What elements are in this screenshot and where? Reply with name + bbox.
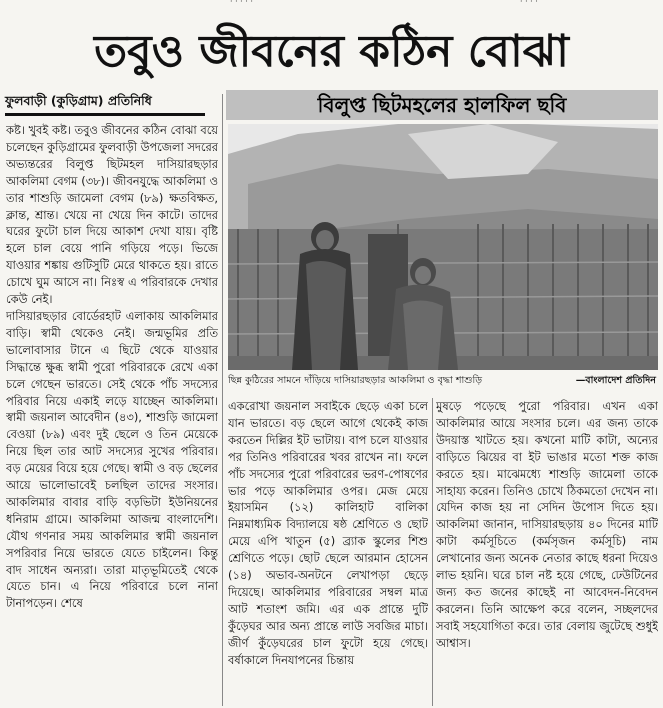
article-column-3 (436, 398, 658, 706)
column-divider (432, 398, 433, 706)
byline: ফুলবাড়ী (কুড়িগ্রাম) প্রতিনিধি (5, 92, 205, 116)
article-column-2 (228, 398, 428, 706)
caption-text: ছিন্ন কুঠিরের সামনে দাঁড়িয়ে দাসিয়ারছড়ার আকলিমা ও বৃদ্ধা শাশুড়ি (228, 375, 483, 386)
section-banner: বিলুপ্ত ছিটমহলের হালফিল ছবি (226, 90, 658, 120)
photo-caption (228, 371, 660, 391)
top-strip: · · · · · · · · · (230, 0, 538, 6)
paragraph: মুষড়ে পড়েছে পুরো পরিবার। এখন একা আকলিমার আয়ে সংসার চলে। এর জন্য তাকে উদয়াস্ত খাটতে হয়। কখনো মাটি কাটা, অন্যের বাড়িতে ঝিয়ের বা ইট ভাঙার মতো শক্ত কাজ করতে হয়। মাঝেমধ্যে শাশুড়ি জামেলা তাকে সাহায্য করেন। তিনিও চোখে ঠিকমতো দেখেন না। যেদিন কাজ হয় না সেদিন উপোস দিতে হয়। আকলিমা জানান, দাসিয়ারছড়ায় ৪০ দিনের মাটি কাটা কর্মসূচিতে (কর্মসৃজন কর্মসূচি) নাম লেখানোর জন্য অনেক নেতার কাছে ধরনা দিয়েও লাভ হয়নি। ঘরে চাল নষ্ট হয়ে গেছে, ঢেউটিনের জন্য কত জনের কাছেই না আবেদন-নিবেদন করলেন। তিনি আক্ষেপ করে বলেন, সচ্ছলদের সবাই সহযোগিতা করে। তার বেলায় জুটেছে শুধুই আশ্বাস। (436, 399, 658, 650)
paragraph: দাসিয়ারছড়ার বোর্ডেরহাট এলাকায় আকলিমার বাড়ি। স্বামী থেকেও নেই। জন্মভূমির প্রতি ভালোবাসার টানে এ ছিটে থেকে যাওয়ার সিদ্ধান্তে ক্ষুব্ধ স্বামী পুরো পরিবারকে রেখে একা চলে গেছেন ভারতে। সেই থেকে পাঁচ সদস্যের পরিবার নিয়ে একাই লড়ে যাচ্ছেন আকলিমা। স্বামী জয়নাল আবেদীন (৪৩), শাশুড়ি জামেলা বেওয়া (৮৯) এবং দুই ছেলে ও তিন মেয়েকে নিয়ে ছিল তার আট সদস্যের সুখের পরিবার। বড় মেয়ের বিয়ে হয়ে গেছে। স্বামী ও বড় ছেলের আয়ে ভালোভাবেই চলছিল তাদের সংসার। আকলিমার বাবার বাড়ি বড়ভিটা ইউনিয়নের ধনিরাম গ্রামে। আকলিমা আজন্ম বাংলাদেশি। যৌথ গণনার সময় আকলিমার স্বামী জয়নাল সপরিবার নিয়ে ভারতে যেতে চাইলেন। কিন্তু বাদ সাধেন অন্যরা। তারা মাতৃভূমিতেই থেকে যেতে চান। এ নিয়ে পরিবারে চলে নানা টানাপড়েন। শেষে (6, 308, 218, 611)
column-divider (222, 94, 223, 706)
paragraph: একরোখা জয়নাল সবাইকে ছেড়ে একা চলে যান ভারতে। বড় ছেলে আগে থেকেই কাজ করতেন দিল্লির ইট ভাটায়। বাপ চলে যাওয়ার পর তিনিও পরিবারের খবর রাখেন না। ফলে পাঁচ সদস্যের পুরো পরিবারের ভরণ-পোষণের ভার পড়ে আকলিমার ওপর। মেজ মেয়ে ইয়াসমিন (১২) কালিহাট বালিকা নিম্নমাধ্যমিক বিদ্যালয়ে ষষ্ঠ শ্রেণিতে ও ছোট মেয়ে এপি খাতুন (৫) ব্র্যাক স্কুলের শিশু শ্রেণিতে পড়ে। ছোট ছেলে আরমান হোসেন (১৪) অভাব-অনটনে লেখাপড়া ছেড়ে দিয়েছে। আকলিমার পরিবারের সম্বল মাত্র আট শতাংশ জমি। এর এক প্রান্তে দুটি কুঁড়েঘর আর অন্য প্রান্তে লাউ সবজির মাচা। জীর্ণ কুঁড়েঘরের চাল ফুটো হয়ে গেছে। বর্ষাকালে দিনযাপনের চিন্তায় (228, 399, 428, 667)
news-photo (228, 124, 658, 370)
paragraph: কষ্ট। খুবই কষ্ট। তবুও জীবনের কঠিন বোঝা বয়ে চলেছেন কুড়িগ্রামের ফুলবাড়ী উপজেলা সদরের অভ্যন্তরের বিলুপ্ত ছিটমহল দাসিয়ারছড়ার আকলিমা বেগম (৩৮)। জীবনযুদ্ধে আকলিমা ও তার শাশুড়ি জামেলা বেগম (৮৯) ক্ষতবিক্ষত, ক্লান্ত, শ্রান্ত। খেয়ে না খেয়ে দিন কাটে। তাদের ঘরের ফুটো চাল দিয়ে আকাশ দেখা যায়। বৃষ্টি হলে চাল বেয়ে পানি গড়িয়ে পড়ে। ভিজে যাওয়ার শঙ্কায় গুটিসুটি মেরে থাকতে হয়। রাতে চোখে ঘুম আসে না। নিঃস্ব এ পরিবারকে দেখার কেউ নেই। (6, 123, 218, 307)
article-column-1 (6, 122, 218, 706)
headline: তবুও জীবনের কঠিন বোঝা (94, 26, 569, 77)
photo-credit: —বাংলাদেশ প্রতিদিন (575, 375, 656, 386)
